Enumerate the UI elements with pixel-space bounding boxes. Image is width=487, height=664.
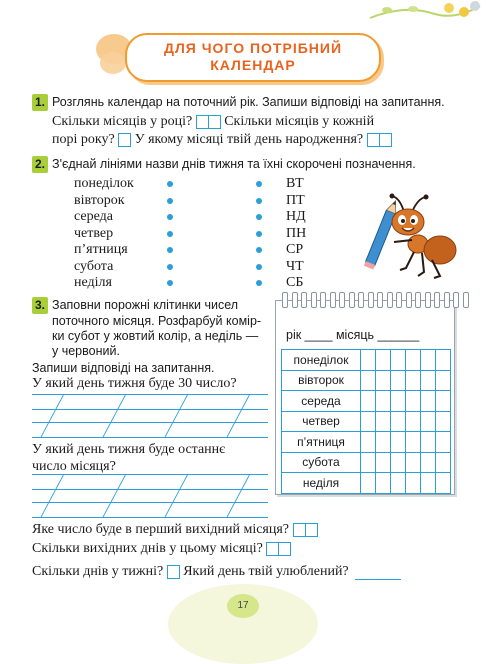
bottom-question-1 — [32, 521, 318, 538]
task3-answers-heading: Запиши відповіді на запитання. — [32, 361, 215, 375]
page-number: 17 — [227, 594, 259, 618]
task1-answer-birthday[interactable] — [367, 133, 392, 147]
answer-days-in-week[interactable] — [167, 565, 180, 579]
day-abbrev: ЧТ — [286, 258, 304, 274]
answer-first-weekend[interactable] — [293, 523, 318, 537]
day-name: вівторок — [74, 192, 125, 208]
task3-instruction-line: поточного місяця. Розфарбуй комір- — [52, 314, 262, 328]
day-name: четвер — [74, 225, 114, 241]
connect-dot[interactable] — [167, 280, 173, 286]
vine-decoration-icon — [365, 0, 487, 22]
bottom-q3b-text: Який день твій улюблений? — [183, 564, 349, 579]
calendar-table — [281, 349, 451, 494]
task1-number: 1. — [32, 94, 48, 111]
day-name: понеділок — [74, 176, 134, 191]
connect-dot[interactable] — [167, 231, 173, 237]
notebook-spiral — [282, 292, 469, 308]
day-name: неділя — [74, 275, 112, 290]
task2-right-dots — [256, 181, 262, 286]
bottom-q3a-text: Скільки днів у тижні? — [32, 564, 164, 579]
task1-instruction — [32, 94, 472, 111]
calendar-row — [282, 411, 451, 432]
calendar-day-label: понеділок — [282, 350, 361, 371]
task2-instruction — [32, 156, 472, 173]
task1-answer-months[interactable] — [196, 115, 221, 129]
task2-number: 2. — [32, 156, 48, 173]
task2-left-dots — [167, 181, 173, 286]
connect-dot[interactable] — [256, 214, 262, 220]
task2-instruction-text: З'єднай лініями назви днів тижня та їхні скорочені позначення. — [52, 157, 416, 171]
task3-number: 3. — [32, 297, 48, 314]
calendar-row — [282, 452, 451, 473]
task3-question2-line1: У який день тижня буде останнє — [32, 442, 226, 457]
calendar-row — [282, 350, 451, 371]
page-title-line1: ДЛЯ ЧОГО ПОТРІБНИЙ — [163, 40, 343, 56]
connect-dot[interactable] — [256, 231, 262, 237]
connect-dot[interactable] — [256, 280, 262, 286]
connect-dot[interactable] — [167, 264, 173, 270]
day-abbrev: СБ — [286, 275, 304, 290]
day-name: середа — [74, 209, 113, 224]
calendar-notebook — [275, 300, 455, 495]
bottom-q2-text: Скільки вихідних днів у цьому місяці? — [32, 541, 263, 556]
bottom-question-3 — [32, 562, 462, 580]
answer-lines-1[interactable] — [32, 394, 268, 438]
connect-dot[interactable] — [167, 198, 173, 204]
task1-questions — [52, 113, 472, 148]
day-abbrev: СР — [286, 242, 304, 257]
calendar-day-label: вівторок — [282, 370, 361, 391]
calendar-day-label: четвер — [282, 411, 361, 432]
task3-instruction-line: Заповни порожні клітинки чисел — [52, 298, 239, 312]
calendar-row — [282, 473, 451, 494]
connect-dot[interactable] — [256, 181, 262, 187]
task2-abbrev-list — [286, 176, 306, 292]
task3-question1: У який день тижня буде 30 число? — [32, 376, 237, 391]
calendar-day-label: п’ятниця — [282, 432, 361, 453]
task3-instruction — [32, 297, 272, 359]
task1-q3: У якому місяці твій день народження? — [134, 132, 364, 147]
day-name: п’ятниця — [74, 242, 128, 257]
connect-dot[interactable] — [167, 214, 173, 220]
calendar-row — [282, 370, 451, 391]
calendar-day-label: неділя — [282, 473, 361, 494]
calendar-day-label: середа — [282, 391, 361, 412]
connect-dot[interactable] — [256, 247, 262, 253]
connect-dot[interactable] — [256, 264, 262, 270]
notebook-header: рік ____ місяць ______ — [286, 328, 420, 342]
ant-with-pencil-icon — [362, 192, 462, 280]
bottom-q1-text: Яке число буде в перший вихідний місяця? — [32, 522, 290, 537]
answer-favorite-day[interactable] — [355, 562, 401, 580]
task3-question2-line2: число місяця? — [32, 459, 116, 474]
page-title-line2: КАЛЕНДАР — [210, 57, 296, 73]
calendar-row — [282, 432, 451, 453]
task1-q2-cont: порі року? — [52, 132, 115, 147]
task3-question2 — [32, 441, 225, 475]
answer-weekend-count[interactable] — [266, 542, 291, 556]
connect-dot[interactable] — [256, 198, 262, 204]
task1-answer-season[interactable] — [118, 133, 131, 147]
day-abbrev: НД — [286, 209, 306, 224]
task3-instruction-line: у червоний. — [52, 344, 120, 358]
task3-instruction-line: ки субот у жовтий колір, а неділь — — [52, 329, 259, 343]
connect-dot[interactable] — [167, 181, 173, 187]
day-abbrev: ПТ — [286, 192, 305, 208]
bottom-question-2 — [32, 540, 291, 557]
day-name: субота — [74, 258, 114, 274]
task1-instruction-text: Розглянь календар на поточний рік. Запиши відповіді на запитання. — [52, 95, 445, 109]
task1-q1: Скільки місяців у році? — [52, 114, 193, 129]
day-abbrev: ВТ — [286, 176, 304, 191]
task1-q2: Скільки місяців у кожній — [224, 114, 375, 129]
task2-days-list — [74, 176, 134, 292]
connect-dot[interactable] — [167, 247, 173, 253]
answer-lines-2[interactable] — [32, 474, 268, 518]
day-abbrev: ПН — [286, 225, 307, 241]
calendar-day-label: субота — [282, 452, 361, 473]
calendar-row — [282, 391, 451, 412]
page-title — [125, 33, 381, 82]
title-decoration-2 — [100, 52, 126, 74]
